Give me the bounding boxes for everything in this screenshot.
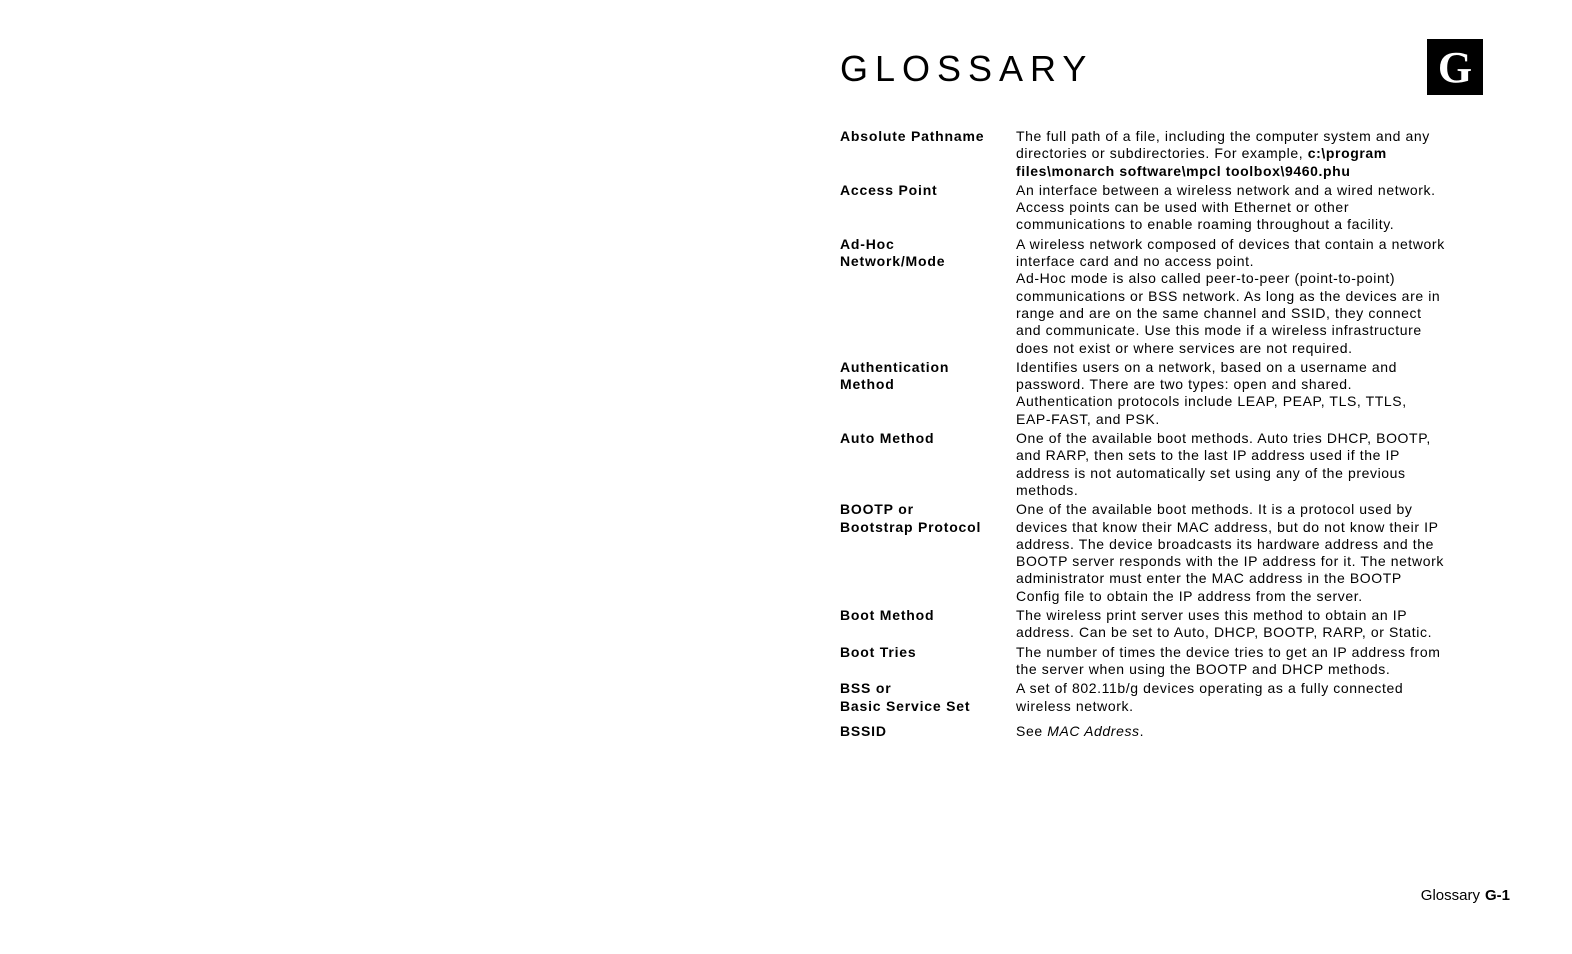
definition-text: The full path of a file, including the computer system and any directories or subdirectories. For example,: [1016, 128, 1430, 162]
glossary-entry: [840, 680, 1450, 715]
glossary-term: Boot Tries: [840, 643, 917, 660]
glossary-entry: [840, 359, 1450, 428]
definition-text: Identifies users on a network, based on a username and password. There are two types: open and shared.: [1016, 358, 1398, 393]
glossary-entry: [840, 430, 1450, 499]
definition-text-extra: Authentication protocols include LEAP, PEAP, TLS, TTLS, EAP-FAST, and PSK.: [1016, 393, 1407, 427]
glossary-entry: [840, 236, 1450, 357]
glossary-term: BSSID: [840, 722, 887, 739]
glossary-entry: [840, 644, 1450, 679]
section-tab: G: [1427, 39, 1483, 95]
glossary-entry: [840, 501, 1450, 605]
glossary-list: [840, 128, 1450, 742]
glossary-definition: [1016, 359, 1446, 428]
glossary-definition: One of the available boot methods. It is a protocol used by devices that know their MAC address, but do not know their IP address. The device broadcasts its hardware address and the BOOTP server responds with the IP address for it. The network administrator must enter the MAC address in the BOOTP Config file to obtain the IP address from the server.: [1016, 501, 1444, 604]
page-title: GLOSSARY: [840, 48, 1094, 89]
glossary-definition: [1016, 128, 1446, 180]
definition-tail: .: [1139, 722, 1145, 739]
definition-text: See: [1016, 722, 1043, 739]
glossary-term: Auto Method: [840, 430, 935, 447]
definition-text-extra: Ad-Hoc mode is also called peer-to-peer (point-to-point) communications or BSS network. As long as the devices are in range and are on the same channel and SSID, they connect and communicate. Use this mode if a wireless infrastructure does not exist or where services are not required.: [1016, 270, 1441, 356]
cross-reference-link[interactable]: MAC Address: [1047, 722, 1140, 739]
glossary-term: BSS or Basic Service Set: [840, 680, 971, 714]
footer-label: Glossary: [1420, 887, 1480, 904]
glossary-term: Boot Method: [840, 607, 935, 624]
glossary-definition: The wireless print server uses this method to obtain an IP address. Can be set to Auto, DHCP, BOOTP, RARP, or Static.: [1016, 607, 1433, 641]
glossary-definition: [1016, 236, 1446, 357]
glossary-term: Absolute Pathname: [840, 128, 985, 144]
glossary-entry: [840, 607, 1450, 642]
page-number: G-1: [1484, 887, 1510, 904]
glossary-definition: An interface between a wireless network and a wired network. Access points can be used with Ethernet or other communications to enable roaming throughout a facility.: [1016, 181, 1436, 233]
page-footer: [1421, 887, 1510, 904]
glossary-definition: [1016, 723, 1446, 740]
glossary-term: Authentication Method: [840, 358, 950, 393]
glossary-entry: [840, 723, 1450, 740]
glossary-entry: [840, 128, 1450, 180]
glossary-term: BOOTP or Bootstrap Protocol: [840, 501, 982, 535]
definition-text: A wireless network composed of devices that contain a network interface card and no access point.: [1016, 235, 1445, 270]
glossary-definition: One of the available boot methods. Auto tries DHCP, BOOTP, and RARP, then sets to the last IP address used if the IP address is not automatically set using any of the previous methods.: [1016, 430, 1431, 498]
glossary-entry: [840, 182, 1450, 234]
glossary-term: Ad-Hoc Network/Mode: [840, 235, 946, 270]
glossary-definition: The number of times the device tries to get an IP address from the server when using the BOOTP and DHCP methods.: [1016, 643, 1441, 677]
glossary-definition: A set of 802.11b/g devices operating as a fully connected wireless network.: [1016, 680, 1404, 714]
glossary-term: Access Point: [840, 181, 938, 198]
example-path: c:\program files\monarch software\mpcl toolbox\9460.phu: [1016, 145, 1387, 179]
